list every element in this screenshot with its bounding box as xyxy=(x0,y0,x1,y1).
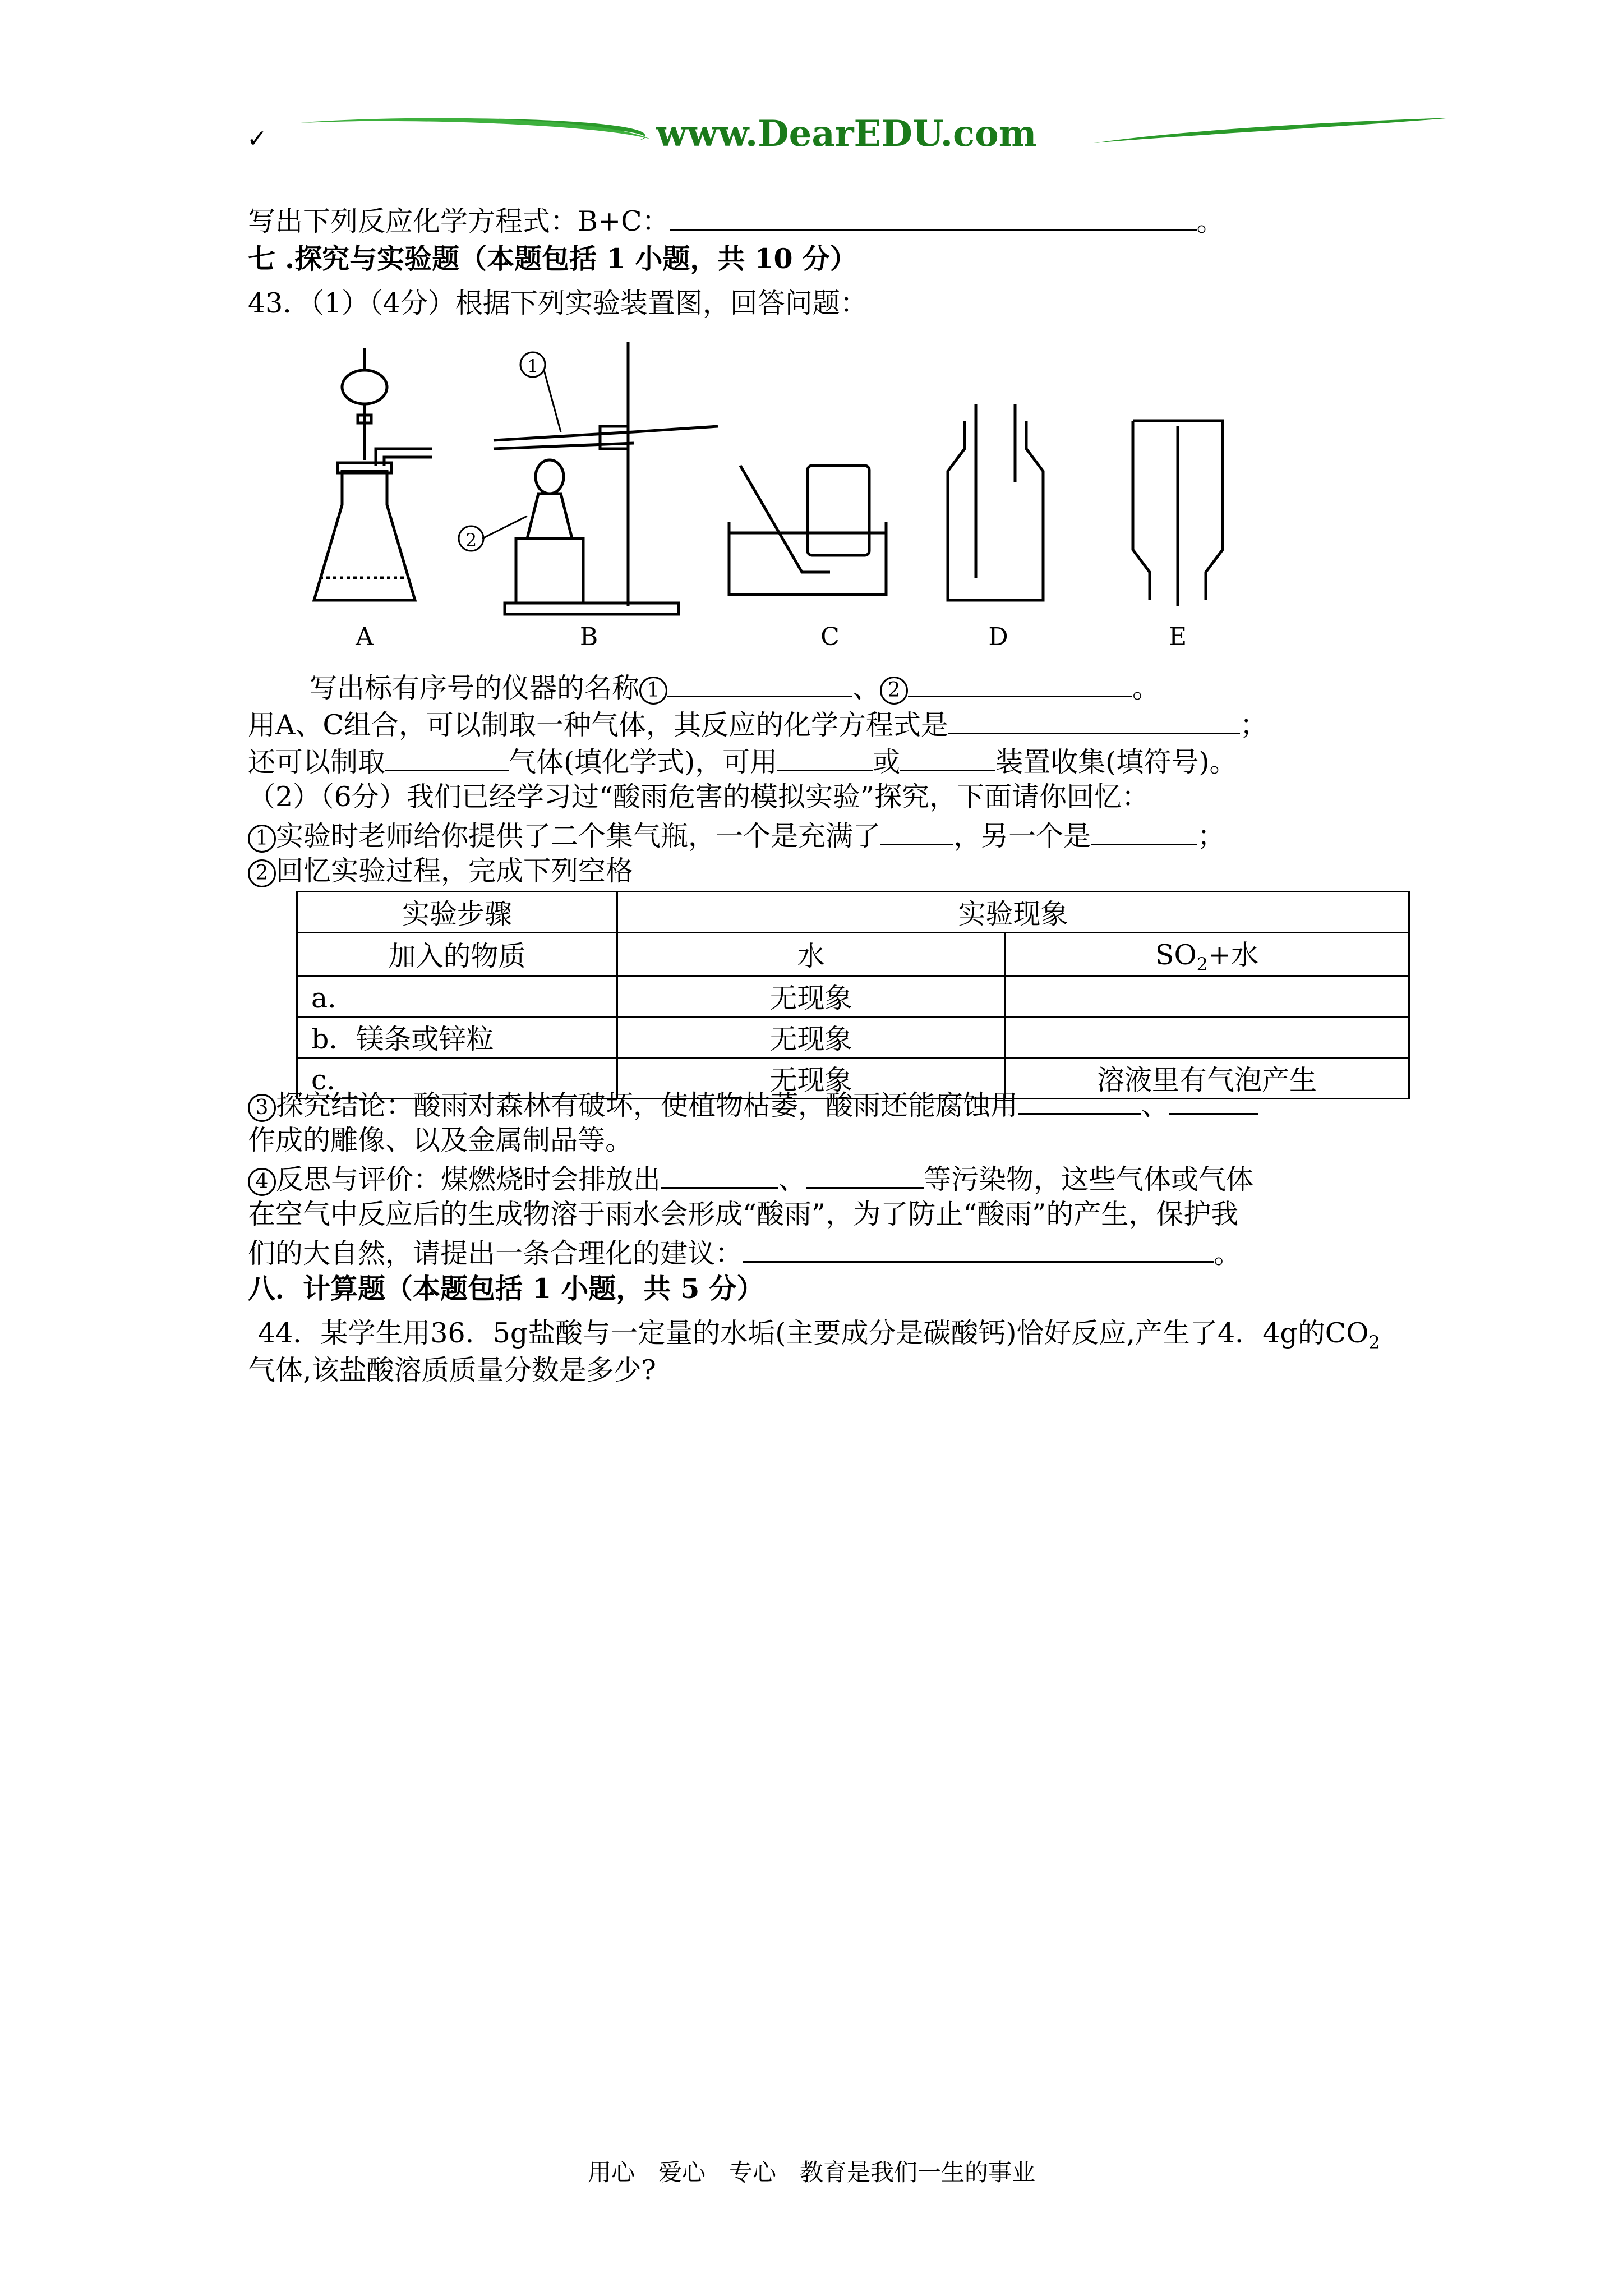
bottle-2-blank[interactable] xyxy=(1091,816,1197,845)
marker-1: 1 xyxy=(527,356,539,377)
label-d: D xyxy=(988,623,1008,651)
label-c: C xyxy=(820,623,840,651)
site-banner xyxy=(292,107,1458,168)
table-row: c． 无现象 溶液里有气泡产生 xyxy=(297,1057,1409,1098)
point-2-line: 2 回忆实验过程，完成下列空格 xyxy=(248,853,633,890)
point-3-cont: 作成的雕像、以及金属制品等。 xyxy=(248,1124,633,1156)
apparatus-d xyxy=(948,404,1043,600)
page-footer: 用心 爱心 专心 教育是我们一生的事业 xyxy=(587,2159,1035,2186)
point-4-cont-1: 在空气中反应后的生成物溶于雨水会形成“酸雨”，为了防止“酸雨”的产生，保护我 xyxy=(248,1198,1239,1230)
ac-combination-line: 用A、C组合，可以制取一种气体，其反应的化学方程式是 ； xyxy=(248,705,1267,744)
apparatus-e xyxy=(1133,421,1223,606)
equation-blank[interactable] xyxy=(670,201,1197,231)
point-3-line: 3 探究结论：酸雨对森林有破坏，使植物枯萎，酸雨还能腐蚀用 、 xyxy=(248,1085,1258,1124)
also-produce-line: 还可以制取 气体(填化学式)，可用 或 装置收集(填符号)。 xyxy=(248,742,1237,781)
collect-blank-2[interactable] xyxy=(900,742,995,771)
point-4-cont-2: 们的大自然，请提出一条合理化的建议： 。 xyxy=(248,1233,1241,1272)
site-name: www.DearEDU.com xyxy=(656,113,1037,155)
section-7-title: 七 .探究与实验题（本题包括 1 小题，共 10 分） xyxy=(248,242,857,275)
apparatus-b xyxy=(494,342,718,614)
table-row: a． 无现象 xyxy=(297,976,1409,1016)
point-1-line: 1 实验时老师给你提供了二个集气瓶，一个是充满了 ，另一个是 ； xyxy=(248,816,1225,855)
equation-prompt: 写出下列反应化学方程式：B+C： xyxy=(248,205,670,237)
table-row xyxy=(297,892,1409,933)
question-43: 43．（1）（4分）根据下列实验装置图，回答问题： xyxy=(248,287,868,319)
material-2-blank[interactable] xyxy=(1169,1085,1258,1115)
header-phenomena: 实验现象 xyxy=(617,892,1409,933)
apparatus-figure xyxy=(303,337,1256,662)
so2-water-header: $SO_2+$水 xyxy=(1005,933,1409,976)
section-8-title: 八．计算题（本题包括 1 小题，共 5 分） xyxy=(248,1272,764,1305)
gas-formula-blank[interactable] xyxy=(385,742,509,771)
apparatus-c xyxy=(729,466,886,595)
instrument-1-blank[interactable] xyxy=(667,668,852,697)
check-mark: ✓ xyxy=(247,125,268,153)
pollutant-1-blank[interactable] xyxy=(661,1159,778,1189)
label-e: E xyxy=(1168,623,1187,651)
question-44: 44．某学生用36．5g盐酸与一定量的水垢(主要成分是碳酸钙)恰好反应,产生了4．4g的$CO_2$ xyxy=(258,1317,1380,1353)
question-43-part2: （2）（6分）我们已经学习过“酸雨危害的模拟实验”探究，下面请你回忆： xyxy=(248,781,1149,813)
pollutant-2-blank[interactable] xyxy=(806,1159,924,1189)
experiment-table xyxy=(296,891,1410,1099)
table-row: b．镁条或锌粒 无现象 xyxy=(297,1016,1409,1057)
apparatus-a xyxy=(314,348,432,600)
instrument-names-line: 写出标有序号的仪器的名称 1 、 2 。 xyxy=(310,668,1160,707)
point-4-line: 4 反思与评价：煤燃烧时会排放出 、 等污染物，这些气体或气体 xyxy=(248,1159,1253,1198)
label-b: B xyxy=(579,623,598,651)
instrument-2-blank[interactable] xyxy=(908,668,1132,697)
collect-blank-1[interactable] xyxy=(777,742,873,771)
equation-line: 写出下列反应化学方程式：B+C： 。 xyxy=(248,201,1224,240)
header-steps: 实验步骤 xyxy=(297,892,617,933)
label-a: A xyxy=(356,623,374,651)
marker-2: 2 xyxy=(465,530,477,551)
right-swoosh xyxy=(1094,118,1453,143)
bottle-1-blank[interactable] xyxy=(880,816,953,845)
question-44-cont: 气体,该盐酸溶质质量分数是多少? xyxy=(248,1354,656,1386)
table-row: 加入的物质 水 $SO_2+$水 xyxy=(297,933,1409,976)
suggestion-blank[interactable] xyxy=(743,1233,1214,1263)
material-1-blank[interactable] xyxy=(1018,1085,1141,1115)
circled-2: 2 xyxy=(880,677,908,705)
ac-equation-blank[interactable] xyxy=(948,705,1240,734)
circled-1: 1 xyxy=(639,677,667,705)
